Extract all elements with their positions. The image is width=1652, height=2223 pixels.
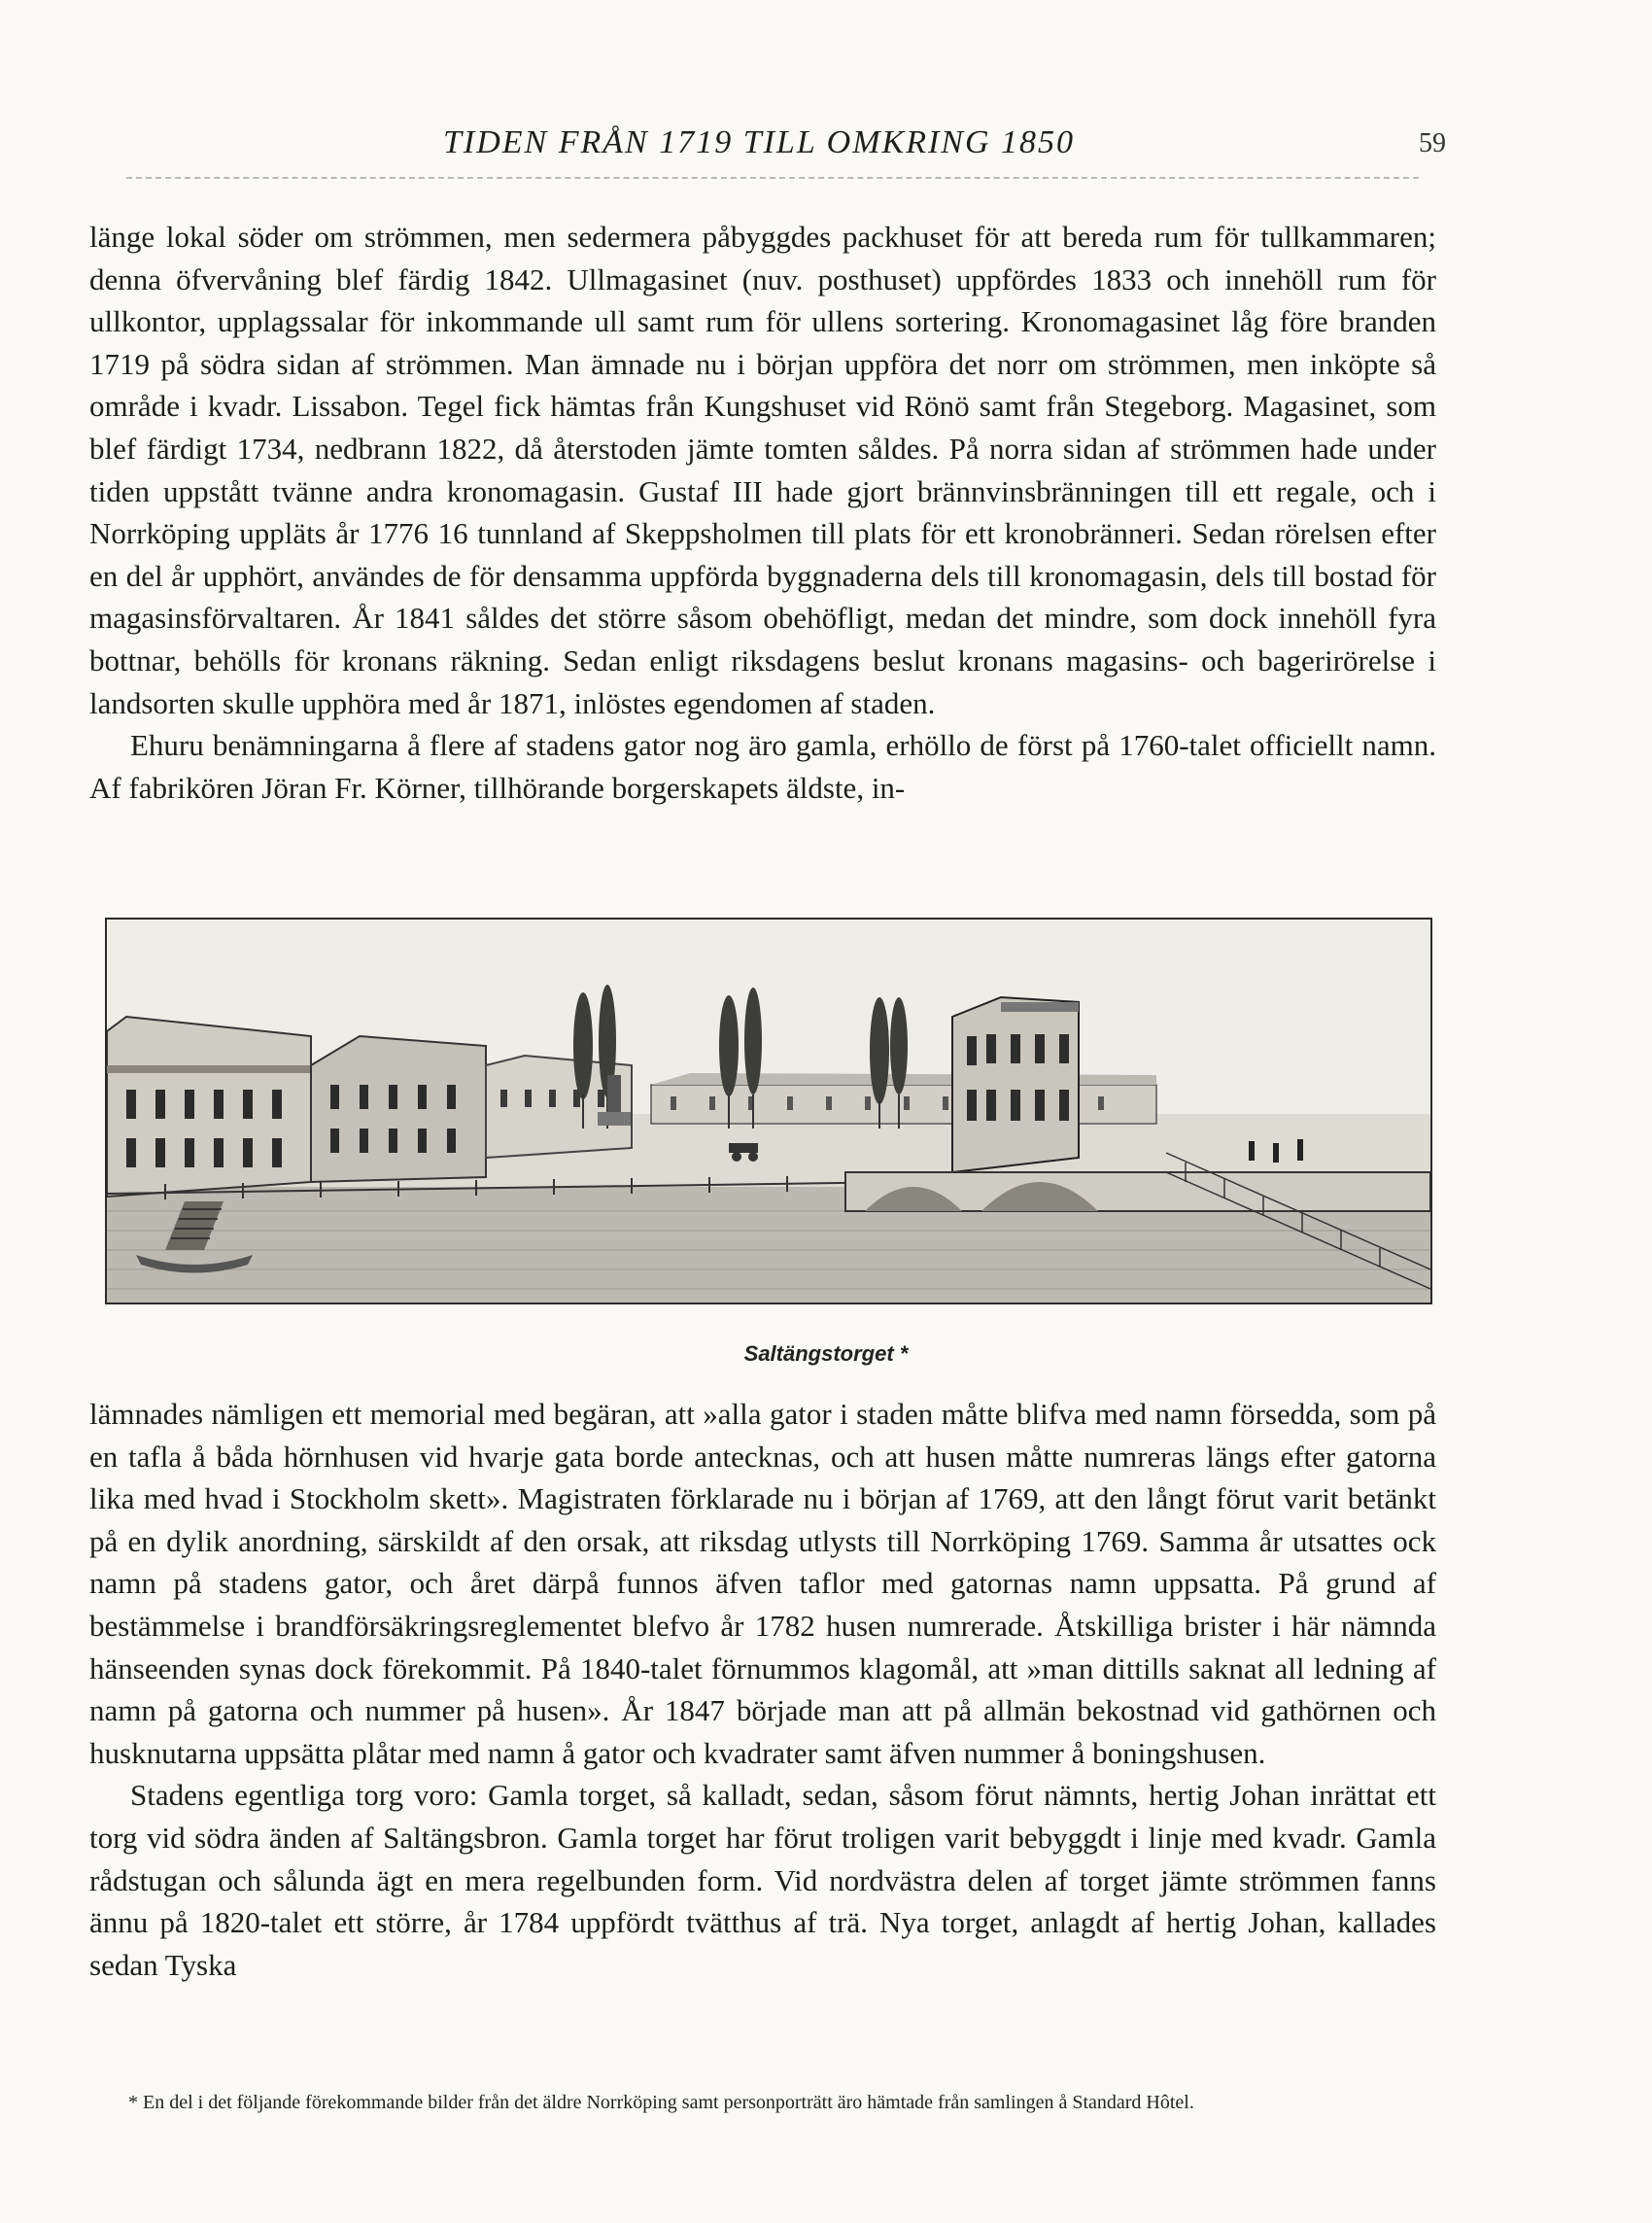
paragraph: länge lokal söder om strömmen, men sedermera påbyggdes packhuset för att bereda rum för tullkammaren; denna öfvervåning blef färdig 1842. Ullmagasinet (nuv. posthuset) uppfördes 1833 och innehöll rum för ullkontor, upplagssalar för inkommande ull samt rum för ullens sortering. Kronomagasinet låg före branden 1719 på södra sidan af strömmen. Man ämnade nu i början uppföra det norr om strömmen, men inköpte så område i kvadr. Lissabon. Tegel fick hämtas från Kungshuset vid Rönö samt från Stegeborg. Magasinet, som blef färdigt 1734, nedbrann 1822, då återstoden jämte tomten såldes. På norra sidan af strömmen hade under tiden uppstått tvänne andra kronomagasin. Gustaf III hade gjort brännvinsbränningen till ett regale, och i Norrköping uppläts år 1776 16 tunnland af Skeppsholmen till plats för ett kronobränneri. Sedan rörelsen efter en del år upphört, användes de för densamma uppförda byggnaderna dels till kronomagasin, dels till bostad för magasinsförvaltaren. År 1841 såldes det större såsom obehöfligt, medan det mindre, som dock innehöll fyra bottnar, behölls för kronans räkning. Sedan enligt riksdagens beslut kronans magasins- och bagerirörelse i landsorten skulle upphöra med år 1871, inlöstes egendomen af staden. (89, 220, 1436, 720)
paragraph: Ehuru benämningarna å flere af stadens gator nog äro gamla, erhöllo de först på 1760-talet officiellt namn. Af fabrikören Jöran Fr. Körner, tillhörande borgerskapets äldste, in- (89, 728, 1436, 805)
illustration-saltangstorget (105, 918, 1432, 1304)
page-header (89, 124, 1446, 173)
paragraph: Stadens egentliga torg voro: Gamla torget, så kalladt, sedan, såsom förut nämnts, hertig Johan inrättat ett torg vid södra änden af Saltängsbron. Gamla torget har förut troligen varit bebyggdt i linje med kvadr. Gamla rådstugan och sålunda ägt en mera regelbunden form. Vid nordvästra delen af torget jämte strömmen fanns ännu på 1820-talet ett större, år 1784 uppfördt tvätthus af trä. Nya torget, anlagdt af hertig Johan, kallades sedan Tyska (89, 1778, 1436, 1982)
figure-caption: Saltängstorget * (743, 1341, 909, 1366)
body-text-bottom (89, 1393, 1436, 1986)
engraving-illustration (107, 920, 1430, 1303)
paragraph: lämnades nämligen ett memorial med begäran, att »alla gator i staden måtte blifva med namn försedda, som på en tafla å båda hörnhusen vid hvarje gata borde antecknas, och att husen måtte numreras längs efter gatorna lika med hvad i Stockholm skett». Magistraten förklarade nu i början af 1769, att den långt förut varit betänkt på en dylik anordning, särskildt af den orsak, att riksdag utlysts till Norrköping 1769. Samma år utsattes ock namn på stadens gator, och året därpå funnos äfven taflor med gatornas namn uppsatta. På grund af bestämmelse i brandförsäkringsreglementet blefvo år 1782 husen numrerade. Åtskilliga brister i här nämnda hänseenden synas dock förekommit. På 1840-talet förnummos klagomål, att »man dittills saknat all ledning af namn på gatorna och nummer på husen». År 1847 började man att på allmän bekostnad vid gathörnen och husknutarna uppsätta plåtar med namn å gator och kvadrater samt äfven nummer å boningshusen. (89, 1397, 1436, 1770)
page-number: 59 (1419, 128, 1446, 158)
footnote: * En del i det följande förekommande bilder från det äldre Norrköping samt personporträtt äro hämtade från samlingen å Standard Hôtel. (128, 2092, 1194, 2113)
header-rule (126, 177, 1419, 179)
body-text-top (89, 216, 1436, 809)
running-title: TIDEN FRÅN 1719 TILL OMKRING 1850 (442, 124, 1076, 160)
